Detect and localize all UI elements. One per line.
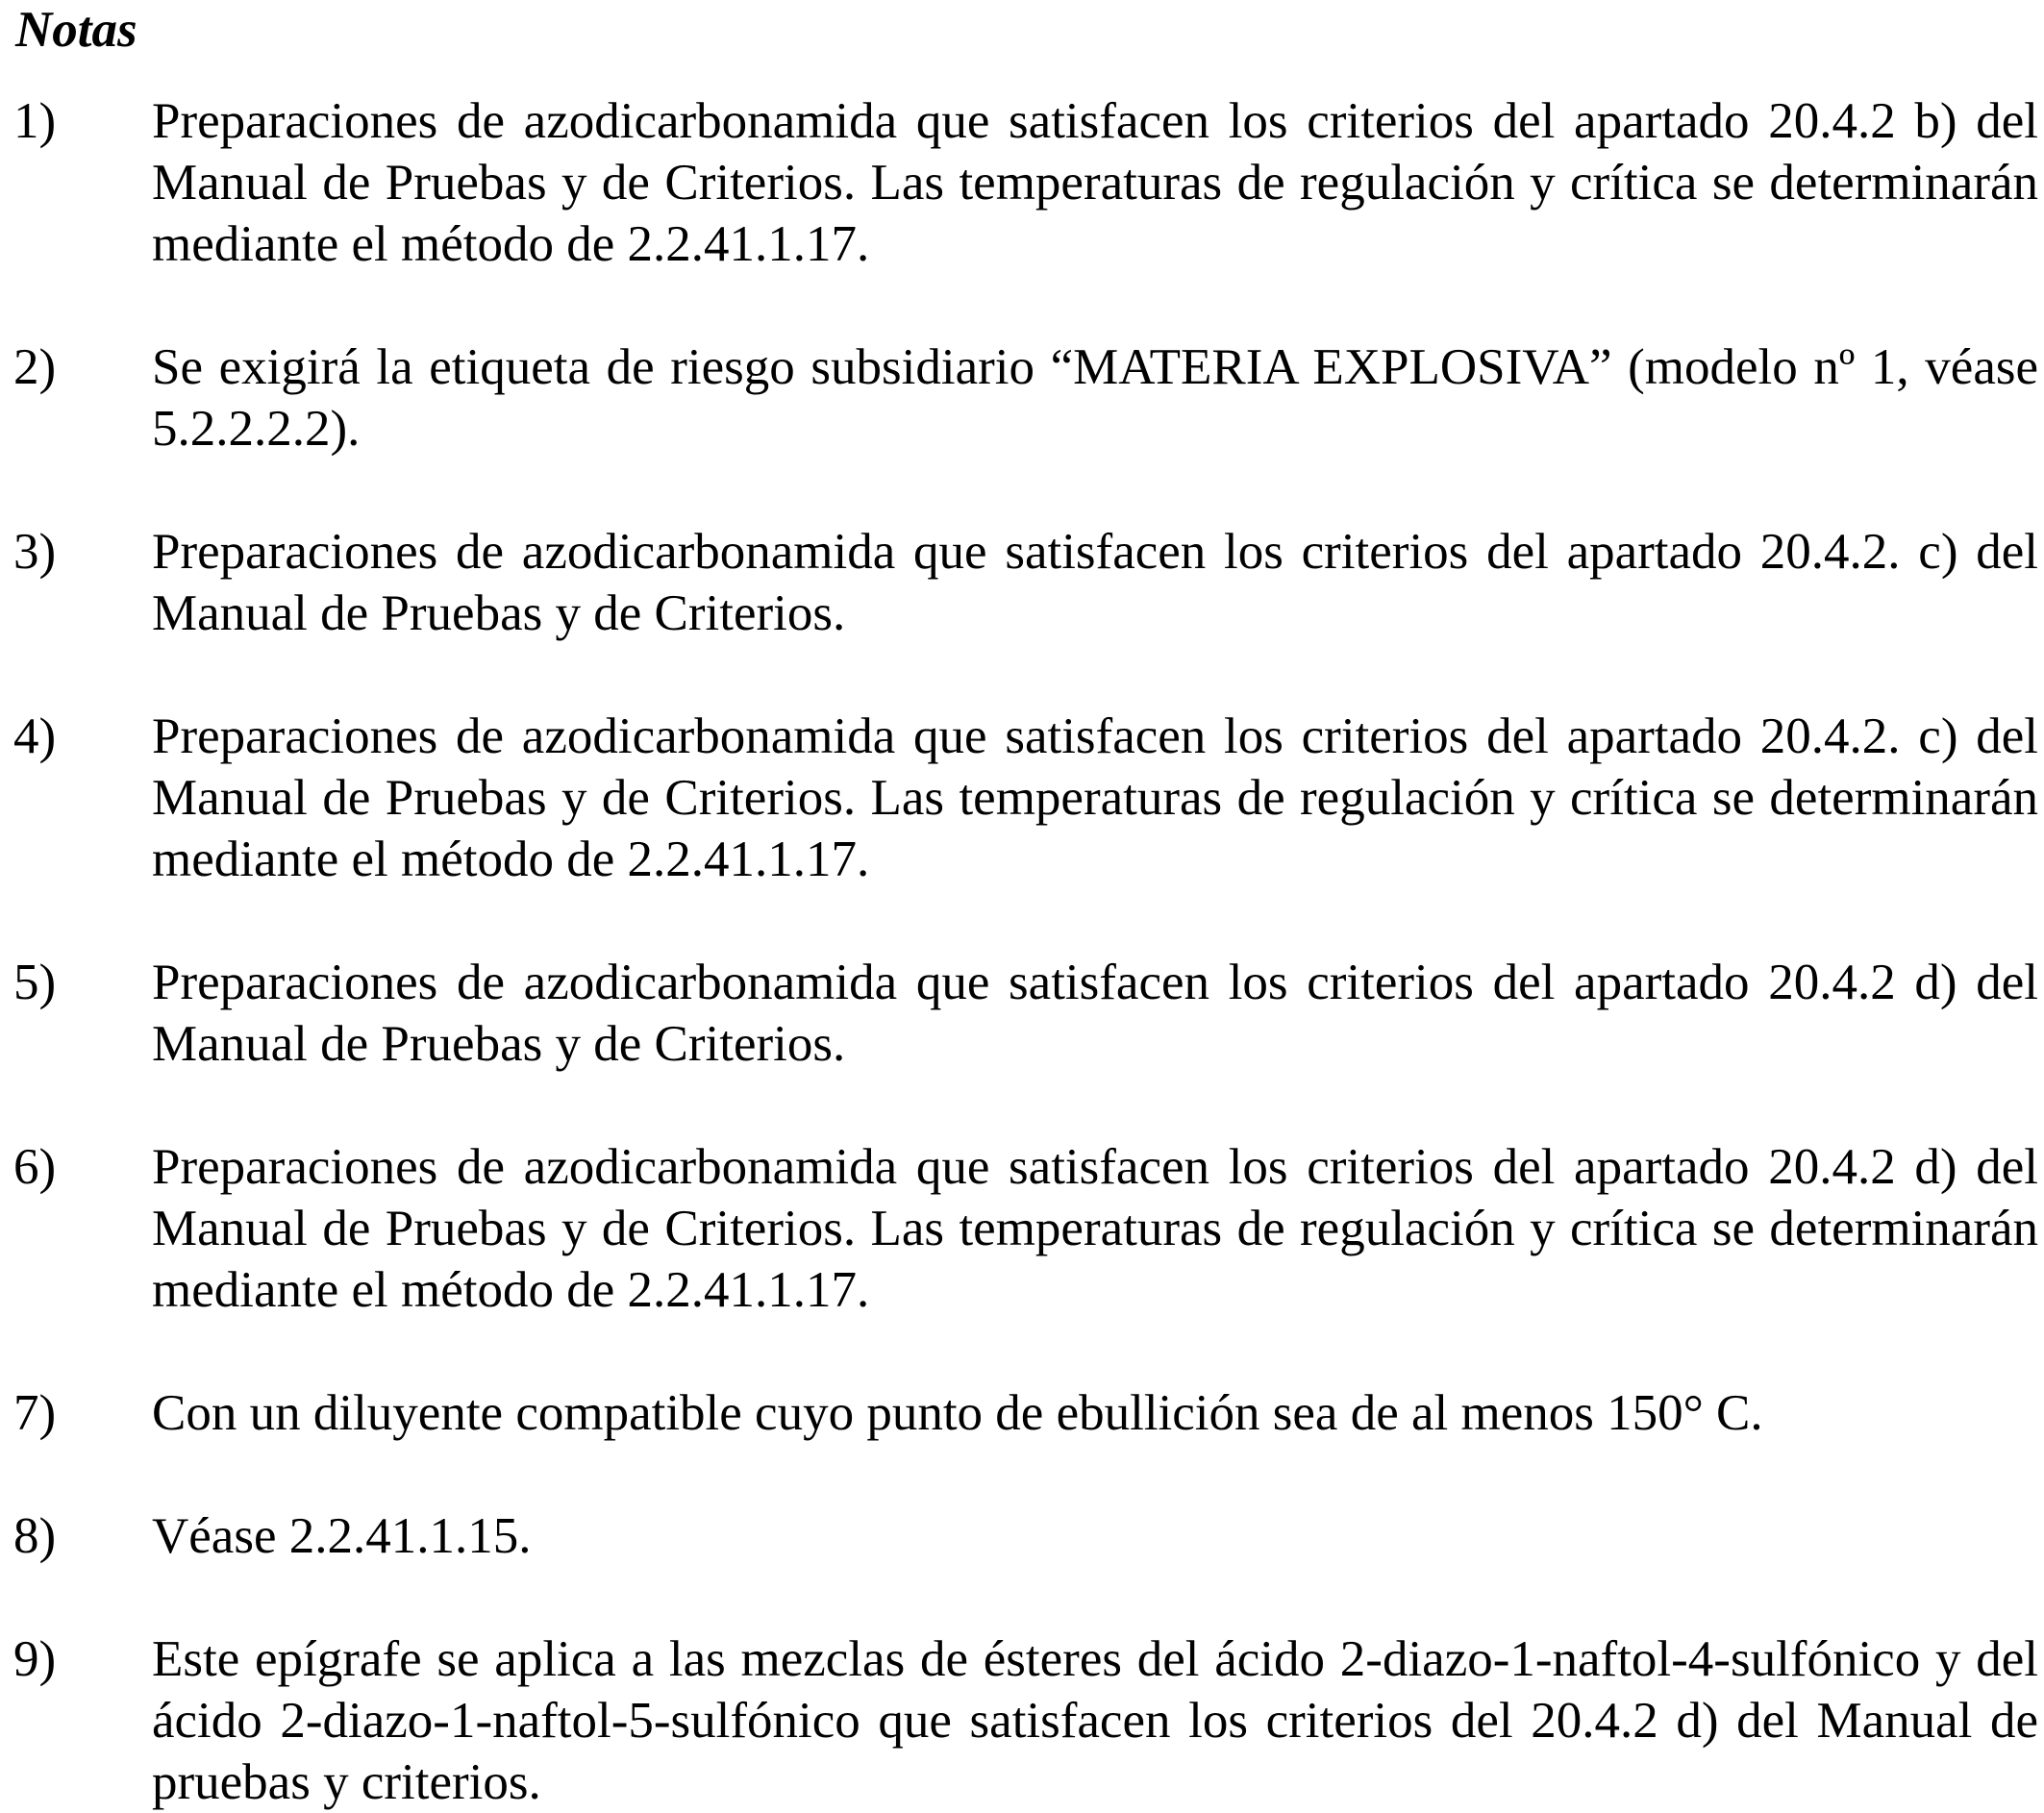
note-number: 1) xyxy=(13,93,57,149)
note-text: Con un diluyente compatible cuyo punto de ebullición sea de al menos 150° C. xyxy=(152,1385,1763,1441)
note-number: 3) xyxy=(13,524,57,580)
note-text: Preparaciones de azodicarbonamida que satisfacen los criterios del apartado 20.4.2 b) del Manual de Pruebas y de Criterios. Las temperaturas de regulación y crítica se determinarán mediante el método de 2.2.41.1.17. xyxy=(152,93,2038,272)
note-number: 2) xyxy=(13,339,57,395)
note-number: 4) xyxy=(13,708,57,764)
note-text: Preparaciones de azodicarbonamida que satisfacen los criterios del apartado 20.4.2 d) del Manual de Pruebas y de Criterios. xyxy=(152,955,2038,1072)
note-text: Se exigirá la etiqueta de riesgo subsidiario “MATERIA EXPLOSIVA” (modelo nº 1, véase 5.2.2.2.2). xyxy=(152,339,2038,457)
note-text: Preparaciones de azodicarbonamida que satisfacen los criterios del apartado 20.4.2 d) del Manual de Pruebas y de Criterios. Las temperaturas de regulación y crítica se determinarán mediante el método de 2.2.41.1.17. xyxy=(152,1139,2038,1318)
note-text: Véase 2.2.41.1.15. xyxy=(152,1508,532,1564)
notes-heading: Notas xyxy=(15,2,137,58)
note-number: 8) xyxy=(13,1508,57,1564)
note-text: Este epígrafe se aplica a las mezclas de ésteres del ácido 2-diazo-1-naftol-4-sulfónico y del ácido 2-diazo-1-naftol-5-sulfónico que satisfacen los criterios del 20.4.2 d) del Manual de pruebas y criterios. xyxy=(152,1631,2038,1810)
note-text: Preparaciones de azodicarbonamida que satisfacen los criterios del apartado 20.4.2. c) del Manual de Pruebas y de Criterios. xyxy=(152,524,2038,641)
note-number: 6) xyxy=(13,1139,57,1195)
note-number: 9) xyxy=(13,1631,57,1687)
note-text: Preparaciones de azodicarbonamida que satisfacen los criterios del apartado 20.4.2. c) del Manual de Pruebas y de Criterios. Las temperaturas de regulación y crítica se determinarán mediante el método de 2.2.41.1.17. xyxy=(152,708,2038,887)
note-number: 7) xyxy=(13,1385,57,1441)
note-number: 5) xyxy=(13,955,57,1010)
